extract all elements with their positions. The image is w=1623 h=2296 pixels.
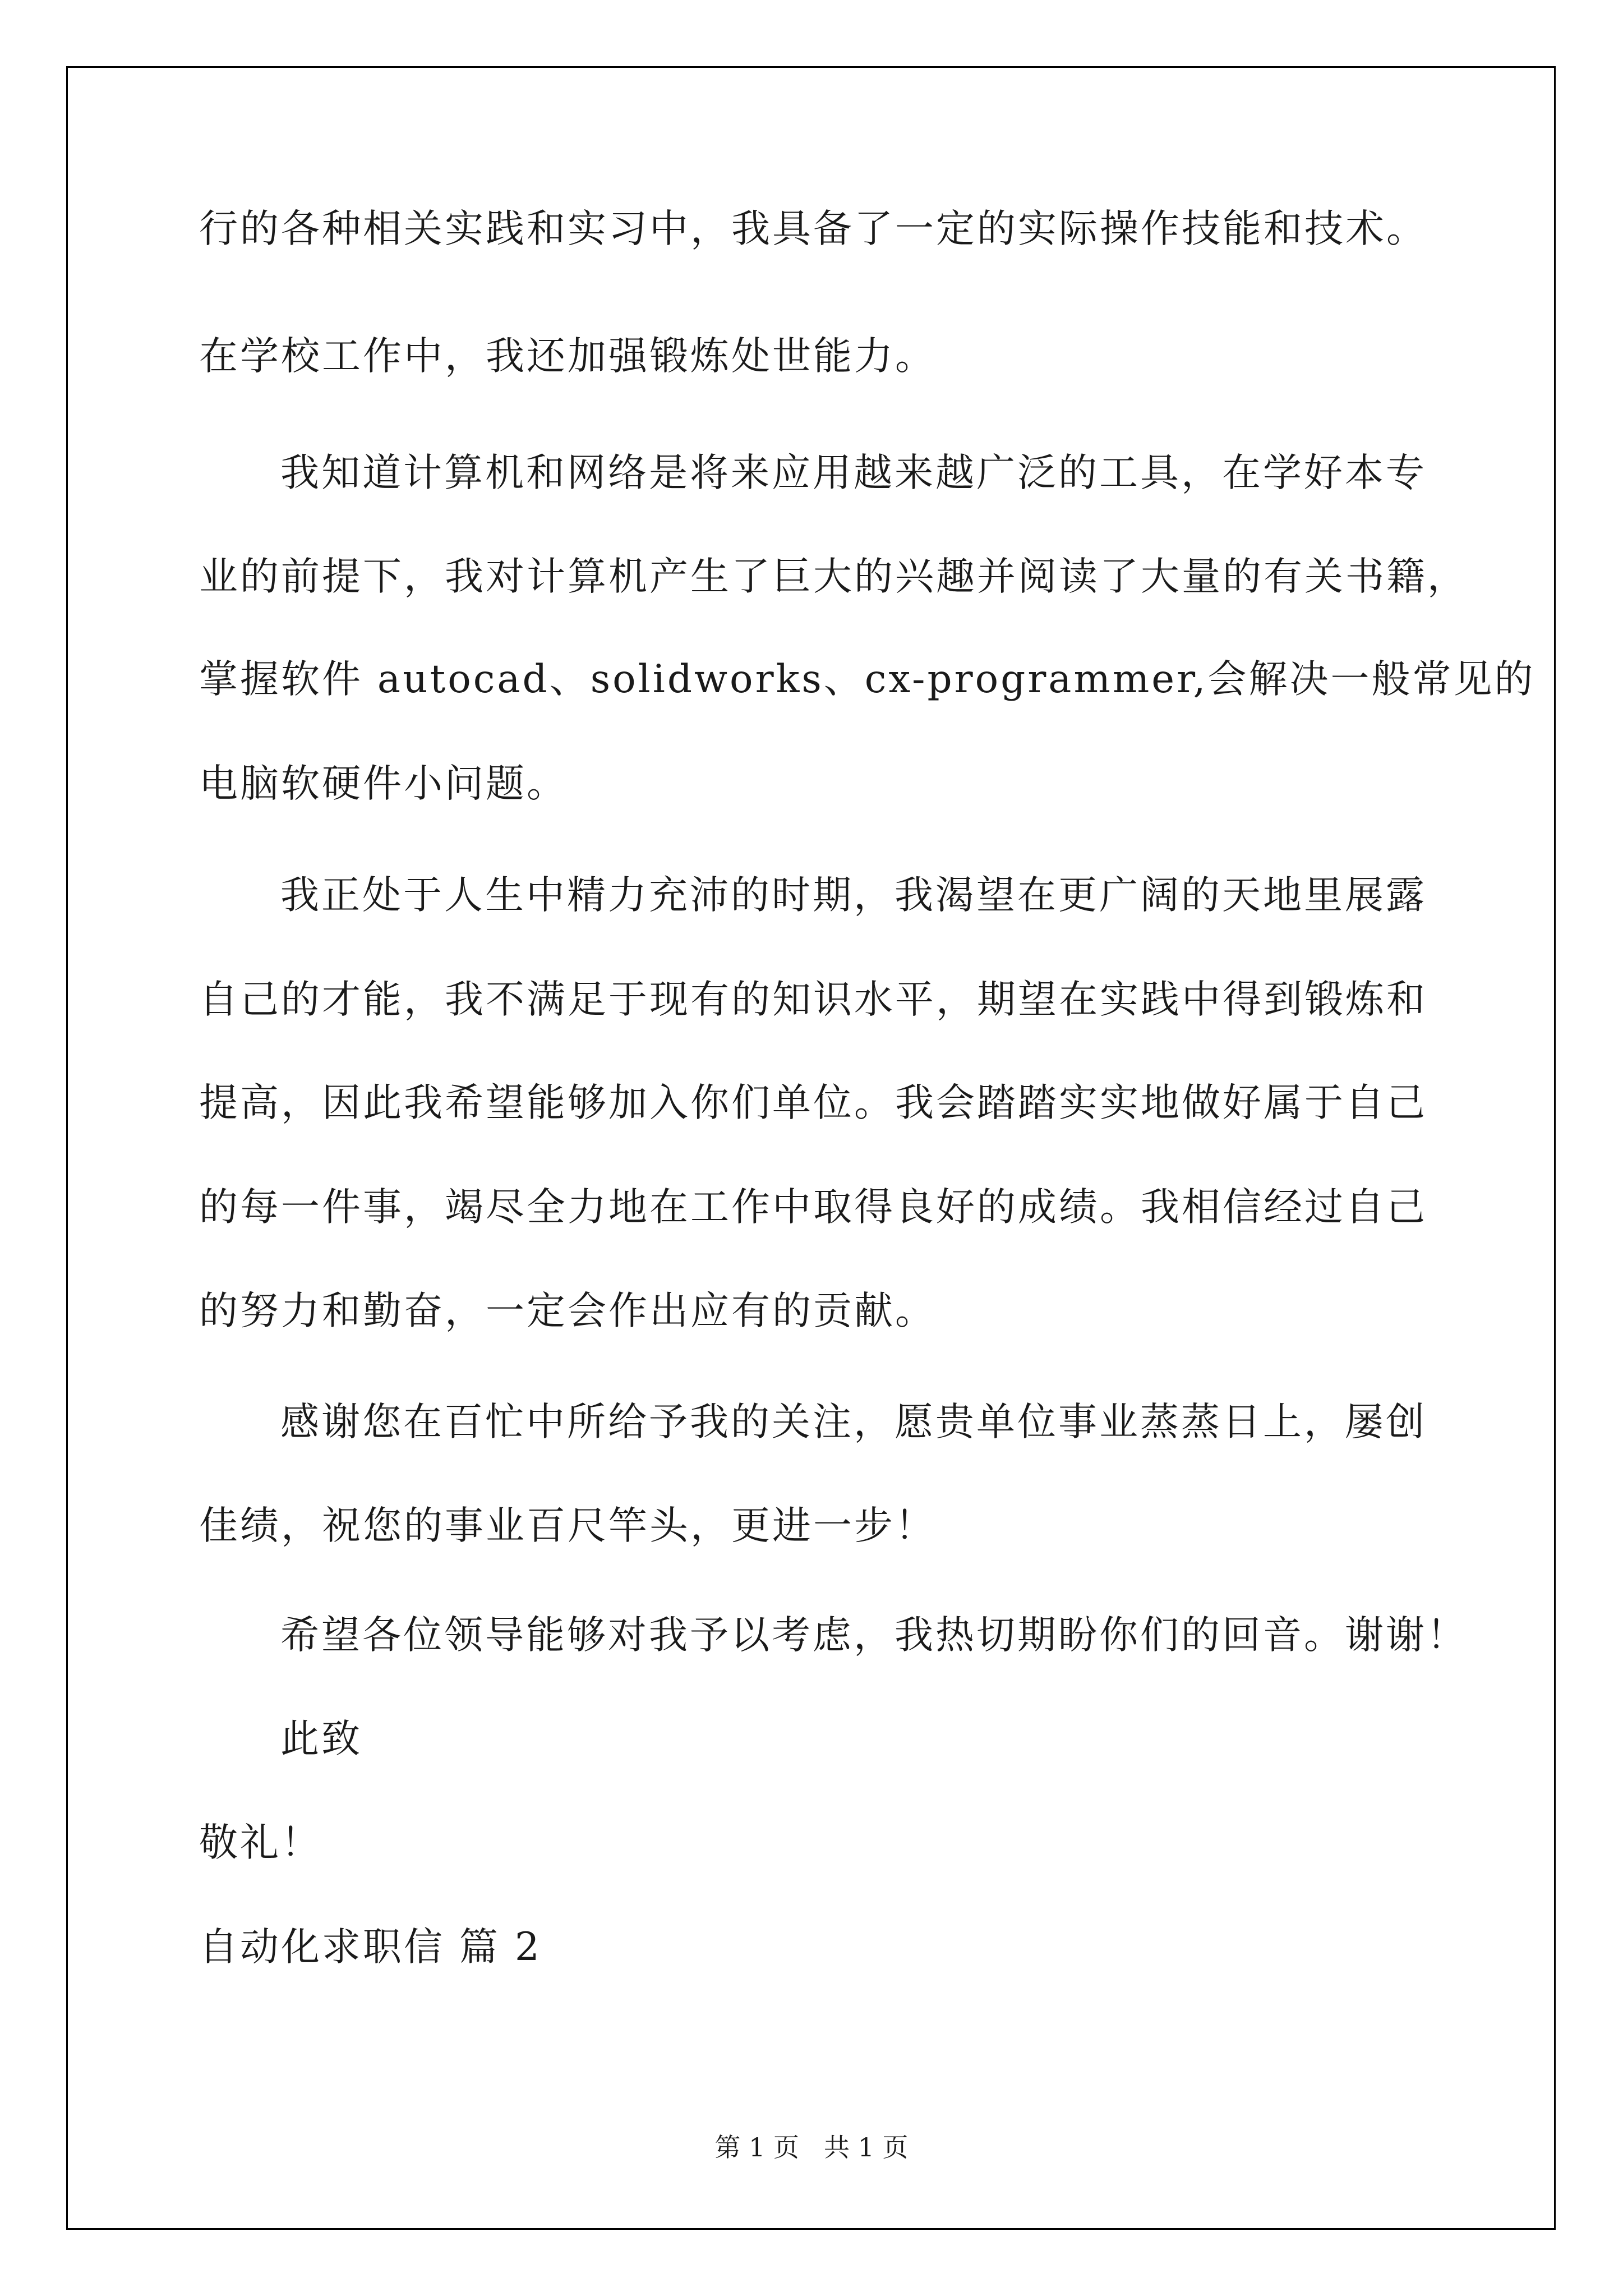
text-line: 的每一件事，竭尽全力地在工作中取得良好的成绩。我相信经过自己 [199,1185,1427,1230]
text-line: 的努力和勤奋，一定会作出应有的贡献。 [199,1289,936,1333]
text-line: 掌握软件 autocad、solidworks、cx-programmer,会解决一般常见的 [199,657,1536,702]
section-heading: 自动化求职信 篇 2 [199,1925,542,1970]
text-line: 佳绩，祝您的事业百尺竿头，更进一步！ [199,1503,936,1548]
paragraph-line: 希望各位领导能够对我予以考虑，我热切期盼你们的回音。谢谢！ [280,1613,1468,1658]
paragraph-line: 我正处于人生中精力充沛的时期，我渴望在更广阔的天地里展露 [280,873,1427,918]
text-line: 电脑软硬件小问题。 [199,761,568,806]
closing-line: 此致 [280,1717,362,1761]
paragraph-line: 我知道计算机和网络是将来应用越来越广泛的工具，在学好本专 [280,450,1427,495]
paragraph-line: 感谢您在百忙中所给予我的关注，愿贵单位事业蒸蒸日上，屡创 [280,1400,1427,1444]
text-line: 在学校工作中，我还加强锻炼处世能力。 [199,334,936,379]
page-footer [0,2132,1623,2163]
page-number: 第 1 页 [714,2132,799,2162]
page-total: 共 1 页 [824,2132,909,2162]
text-line: 提高，因此我希望能够加入你们单位。我会踏踏实实地做好属于自己 [199,1080,1427,1125]
text-line: 业的前提下，我对计算机产生了巨大的兴趣并阅读了大量的有关书籍， [199,554,1468,599]
salutation-line: 敬礼！ [199,1820,322,1865]
text-line: 行的各种相关实践和实习中，我具备了一定的实际操作技能和技术。 [199,206,1427,251]
text-line: 自己的才能，我不满足于现有的知识水平，期望在实践中得到锻炼和 [199,977,1427,1022]
